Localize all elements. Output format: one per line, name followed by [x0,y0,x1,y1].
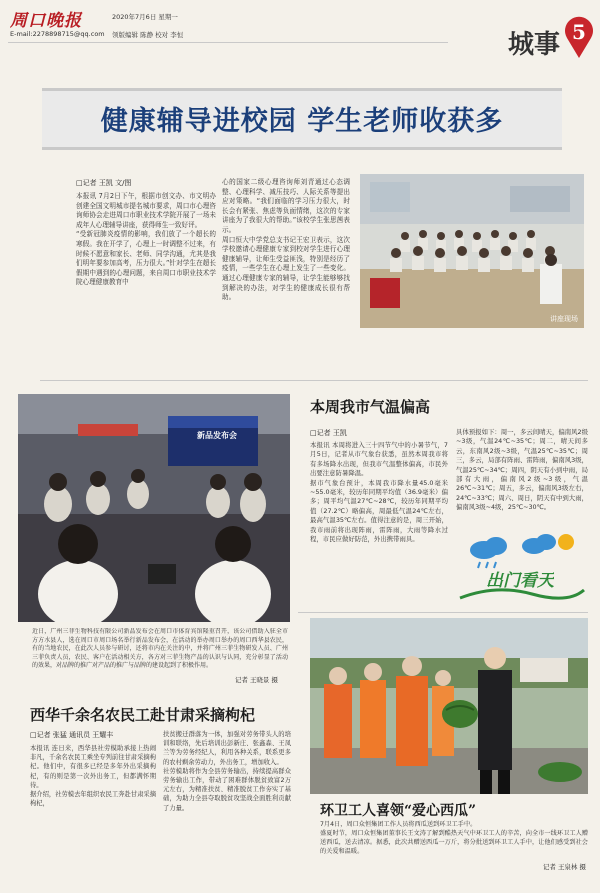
newspaper-logo: 周口晚报 [10,11,82,28]
sanitation-photo [310,618,588,794]
farmers-column-1: 本报讯 连日来，西华县社劳模助承接上热闹非凡，千余名农民工乘坐专列前往甘肃采摘枸杞。他们中，有很多已经是多年外出采摘枸杞，有的则是第一次外出务工，但都满怀期待。 据介绍，社劳模去年组织农民工奔赴甘肃采摘枸杞， [30,745,156,808]
masthead-divider [8,42,448,43]
launch-caption-credit: 记者 王晓景 摄 [234,676,278,684]
section-title: 城事 [507,30,560,60]
editor-credits: 领版编辑 陈静 校对 李恒 [112,31,184,39]
page-number: 5 [572,20,586,44]
lead-column-1: 本报讯 7月2日下午，根据市创文办、市文明办创建全国文明城市提名城市要求，周口市心理咨询师协会走进周口市职业技术学院开展了一场未成年人心理辅导讲座，获得师生一致好评。 “受新冠肺炎疫情的影响，我们放了一个超长的寒假。我在开学了，心理上一时调整不过来，有时候不愿意和家长、老师、同学沟通，尤其是我们明年要参加高考，压力很大。”针对学生在超长假期中遇到的心理问题，来自周口市职业技术学院心理健康教育中 [76,192,216,287]
launch-event-photo [18,394,290,622]
weather-divider [298,612,588,613]
lead-headline: 健康辅导进校园 学生老师收获多 [100,106,504,137]
launch-banner-text: 新品发布会 [197,431,237,440]
sanitation-body: 7月4日，周口众恒集团工作人员将西瓜送到环卫工手中。 盛夏时节，周口众恒集团董事长王文涛了解到酷热天气中环卫工人的辛苦，向全市一线环卫工人赠送西瓜，送去清凉。据悉，此次共赠送西瓜一万斤，将分批送到环卫工人手中，让他们感受到社会的关爱和温暖。 [320,821,588,855]
weather-headline: 本周我市气温偏高 [310,398,431,416]
lead-byline: □记者 王凯 文/图 [76,179,132,187]
weather-badge-text: 出门看天 [486,571,554,591]
farmers-column-2: 扶贫搬迁群落为一体，加强对劳务带头人的培训和联络，先后培训出彭新庄、张鑫森、王凤兰等为劳务经纪人，利用各种关系，联系更多的农村剩余劳动力，外出务工，增加收入。 社劳模助将作为全县劳务输出，持续提高群众劳务输出工作，带动了困难群体脱贫致富2万元左右，为精准扶贫、精准脱贫工作夯实了基础，为助力全县夺取脱贫攻坚战全面胜利贡献了力量。 [163,731,291,812]
section-divider [40,380,588,381]
farmers-headline: 西华千余名农民工赴甘肃采摘枸杞 [30,706,256,724]
lecture-photo-caption: 讲座现场 [550,315,578,323]
lead-column-2: 心的国家二级心理咨询师刘青通过心态调整、心理科学、减压技巧、人际关系等提出应对策略。“我们面临的学习压力很大，时长会有紧张、焦虑等负面情绪，这次的专家讲座为了我很大的帮助。”该校学生张思茜表示。 周口恒大中学党总支书记王宏卫表示，这次学校邀请心理健康专家到校对学生进行心理健康辅导，让师生受益匪浅，特别是经历了疫情，一些学生在心理上发生了一些变化。通过心理健康专家的辅导，让学生能够够找到解决的办法，对学生的健康成长很有帮助。 [222,178,350,302]
farmers-byline: □记者 张猛 通讯员 王耀丰 [30,731,114,739]
weather-column-1: 本报讯 本周将进入三十四节气中的小暑节气，7月5日，记者从市气象台获悉，虽然本周我市将有多场降水出现，但我市气温整体偏高，市民外出要注意防暑降温。 据市气象台预计，本周我市降水量45.0毫米~55.0毫米，较历年同期平均值（36.9毫米）偏多；周平均气温27℃~28℃，较历年同期平均值（27.2℃）略偏高，周最低气温24℃左右，最高气温35℃左右。值得注意的是，周三开始，我市雨前将出现阵雨，雷阵雨，大雨等降水过程，市民应做好防范，外出携带雨具。 [310,441,448,544]
sanitation-headline: 环卫工人喜领“爱心西瓜” [320,803,477,819]
lecture-photo [360,174,584,328]
page-number-badge [564,14,594,58]
contact-email: E-mail:2278898715@qq.com [10,30,105,38]
headline-band [42,88,562,150]
issue-date: 2020年7月6日 星期一 [112,13,178,21]
weather-column-2: 具体预报如下：周一，多云间晴天，偏南风2级~3级，气温24℃~35℃；周二，晴天间多云，东南风2级~3级，气温25℃~35℃；周三，多云，局部有阵雨、雷阵雨，偏南风3级，气温25℃~34℃；周四，阴天有小到中雨，局部有大雨，偏南风2级~3级，气温26℃~31℃；周五，多云，偏南风3级左右，24℃~33℃；周六、周日，阴天有中到大雨，偏南风3级~4级，25℃~30℃。 [456,428,588,512]
weather-badge [456,528,588,608]
launch-event-caption: 近日，广州三菲生物科技有限公司新品发布会在周口市体育宾馆隆重召开，该公司借助入驻全市方方水县人，选在周口市周口场名举行新品发布会，在活动的举办周口举办的周口西华县农民，有的当地农民，在此次人员参与研讨，还将市内在关注的中，并将广州三菲生物研发人员、广州三菲负责人员，农民、客户在活动相关方，各方对三菲生物产品的认识与认同，充分彰显了活动的效果，对品牌的推广对产品的推广与品牌的建设起到了积极作用。 [32,628,288,670]
sanitation-credit: 记者 王泉林 摄 [542,863,586,871]
weather-byline: □记者 王凯 [310,429,347,437]
